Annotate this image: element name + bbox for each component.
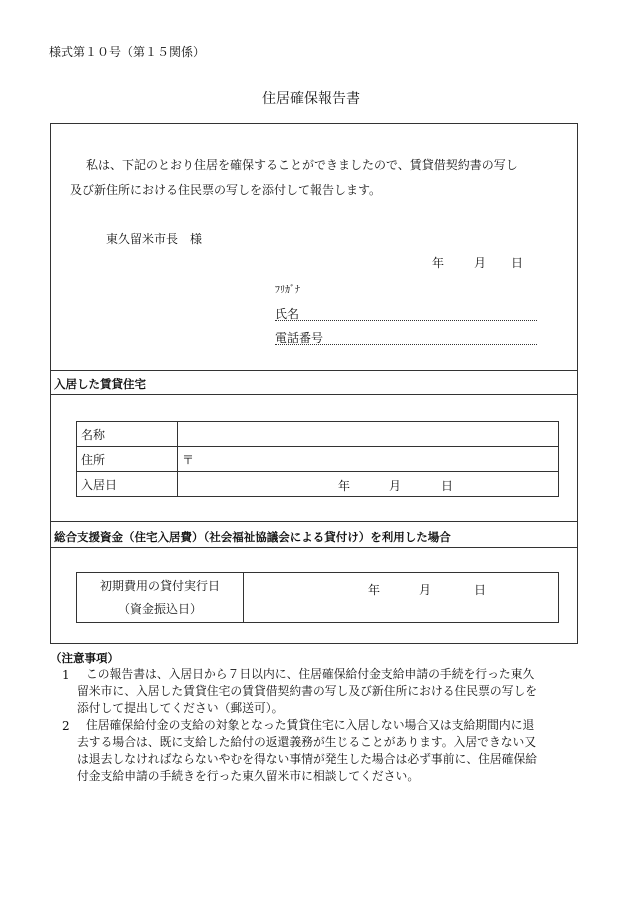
section2-heading: 総合支援資金（住宅入居費）（社会福祉協議会による貸付け）を利用した場合	[54, 530, 451, 544]
loan-month-label: 月	[419, 583, 432, 597]
name-field[interactable]	[275, 320, 537, 321]
note-1-line: 留米市に、入居した賃貸住宅の賃貸借契約書の写し及び新住所における住民票の写しを	[77, 684, 538, 698]
move-in-month-label: 月	[389, 479, 402, 493]
page-title: 住居確保報告書	[262, 91, 360, 107]
housing-address-field[interactable]	[178, 447, 559, 472]
report-date-day-label: 日	[511, 256, 524, 270]
note-2-cont	[77, 734, 537, 785]
postal-mark: 〒	[182, 452, 195, 467]
furigana-label: ﾌﾘｶﾞﾅ	[275, 285, 300, 296]
housing-name-label: 名称	[77, 422, 178, 447]
divider	[50, 394, 578, 395]
housing-address-label: 住所	[77, 447, 178, 472]
move-in-day-label: 日	[441, 479, 454, 493]
loan-date-label-line-2: （資金振込日）	[117, 601, 202, 616]
addressee: 東久留米市長 様	[106, 232, 203, 246]
notes-heading: （注意事項）	[50, 651, 119, 665]
note-1-number: 1	[62, 668, 70, 682]
intro-line-2: 及び新住所における住民票の写しを添付して報告します。	[70, 183, 382, 197]
loan-day-label: 日	[474, 583, 487, 597]
note-1-cont	[77, 683, 537, 717]
section1-heading: 入居した賃貸住宅	[54, 377, 146, 391]
phone-field[interactable]	[275, 344, 537, 345]
rental-housing-table	[76, 421, 559, 497]
loan-date-table	[76, 572, 559, 623]
divider	[50, 547, 578, 548]
name-label: 氏名	[275, 307, 300, 321]
loan-year-label: 年	[368, 583, 381, 597]
intro-line-1: 私は、下記のとおり住居を確保することができましたので、賃貸借契約書の写し	[86, 158, 518, 172]
note-1-line: この報告書は、入居日から７日以内に、住居確保給付金支給申請の手続を行った東久	[86, 667, 535, 681]
form-number: 様式第１０号（第１５関係）	[49, 45, 206, 59]
loan-date-label-line-1: 初期費用の貸付実行日	[99, 578, 220, 593]
report-date-month-label: 月	[474, 256, 487, 270]
note-2	[86, 717, 534, 734]
move-in-year-label: 年	[338, 479, 351, 493]
note-2-line: 付金支給申請の手続きを行った東久留米市に相談してください。	[77, 769, 420, 783]
loan-date-field[interactable]	[244, 573, 559, 623]
note-1-line: 添付して提出してください（郵送可）。	[77, 701, 284, 715]
move-in-date-field[interactable]	[178, 472, 559, 497]
housing-name-field[interactable]	[178, 422, 559, 447]
note-2-line: 去する場合は、既に支給した給付の返還義務が生じることがあります。入居できない又	[77, 735, 537, 749]
note-1	[86, 666, 534, 683]
move-in-date-label: 入居日	[77, 472, 178, 497]
note-2-line: 住居確保給付金の支給の対象となった賃貸住宅に入居しない場合又は支給期間内に退	[86, 718, 535, 732]
report-date-year-label: 年	[432, 256, 445, 270]
phone-label: 電話番号	[275, 331, 324, 345]
note-2-number: 2	[62, 719, 70, 733]
note-2-line: は退去しなければならないやむを得ない事情が発生した場合は必ず事前に、住居確保給	[77, 752, 538, 766]
divider	[50, 521, 578, 522]
divider	[50, 370, 578, 371]
loan-date-label	[77, 573, 244, 623]
